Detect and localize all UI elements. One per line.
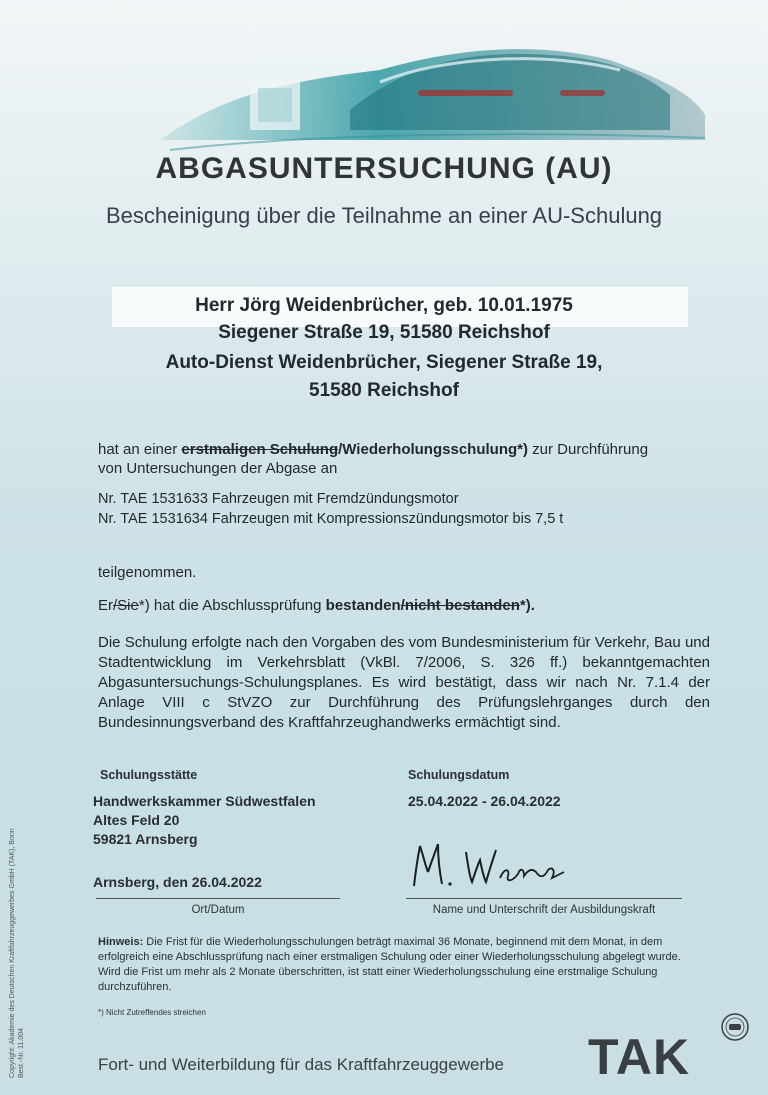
footnote: *) Nicht Zutreffendes streichen [98,1008,206,1017]
recipient-line-2: Siegener Straße 19, 51580 Reichshof [218,322,550,343]
recipient-line-4: 51580 Reichshof [309,380,459,401]
statement-closing: teilgenommen. [98,564,197,581]
copyright-vertical: Copyright: Akademie des Deutschen Kraftfahrzeuggewerbes GmbH (TAK), Bonn Best.-Nr. 11.004 [9,828,25,1078]
legal-paragraph: Die Schulung erfolgte nach den Vorgaben des vom Bundesministerium für Verkehr, Bau und Stadtentwicklung im Verkehrsblatt (VkBl. 7/2006, S. 326 ff.) bekanntgemachten Abgasuntersuchungs-Schulungsplanes. Es wird bestätigt, dass wir nach Nr. 7.1.4 der Anlage VIII c StVZO zur Durchführung des Prüfungslehrganges durch den Bundesinnungsverband des Kraftfahrzeughandwerks ermächtigt sind. [98,634,710,731]
place-caption: Ort/Datum [191,904,245,916]
chosen-option: /Wiederholungsschulung*) [338,441,528,458]
footer-tagline: Fort- und Weiterbildung für das Kraftfahrzeuggewerbe [98,1055,505,1074]
venue-label: Schulungsstätte [100,768,198,782]
signature-line [406,898,682,899]
hint-note: Hinweis: Die Frist für die Wiederholungsschulungen beträgt maximal 36 Monate, beginnend mit dem Monat, in dem erfolgreich eine Abschlussprüfung nach einer erstmaligen Schulung oder einer Wiederholungsschulung abgelegt wurde. Wird die Frist um mehr als 2 Monate überschritten, ist statt einer Wiederholungsschulung eine erstmalige Schulung durchzuführen. [98,936,681,993]
recipient-line-1: Herr Jörg Weidenbrücher, geb. 10.01.1975 [195,295,573,316]
training-statement-2: von Untersuchungen der Abgase an [98,460,338,477]
document-subtitle: Bescheinigung über die Teilnahme an einer AU-Schulung [105,203,663,228]
exam-passed: bestanden [325,597,401,614]
seal-icon [720,1012,750,1042]
training-statement: hat an einer erstmaligen Schulung/Wiederholungsschulung*) zur Durchführung [98,441,649,458]
training-date: 25.04.2022 - 26.04.2022 [408,793,561,809]
signature-caption: Name und Unterschrift der Ausbildungskraft [432,904,656,916]
tak-logo: TAK [588,1029,691,1085]
place-line [96,898,340,899]
car-illustration [150,20,710,170]
struck-option: erstmaligen Schulung [181,441,339,458]
recipient-line-3: Auto-Dienst Weidenbrücher, Siegener Straße 19, [165,352,603,373]
vehicle-item-2: Nr. TAE 1531634 Fahrzeugen mit Kompressionszündungsmotor bis 7,5 t [98,511,564,527]
date-label: Schulungsdatum [408,768,510,782]
signature [408,838,568,892]
place-date: Arnsberg, den 26.04.2022 [93,874,262,890]
document-title: ABGASUNTERSUCHUNG (AU) [155,152,613,185]
venue-block: Handwerkskammer Südwestfalen Altes Feld 20 59821 Arnsberg [93,793,316,847]
vehicle-item-1: Nr. TAE 1531633 Fahrzeugen mit Fremdzündungsmotor [98,491,459,507]
exam-result: Er/Sie*) hat die Abschlussprüfung bestanden/nicht bestanden*). [98,597,535,614]
